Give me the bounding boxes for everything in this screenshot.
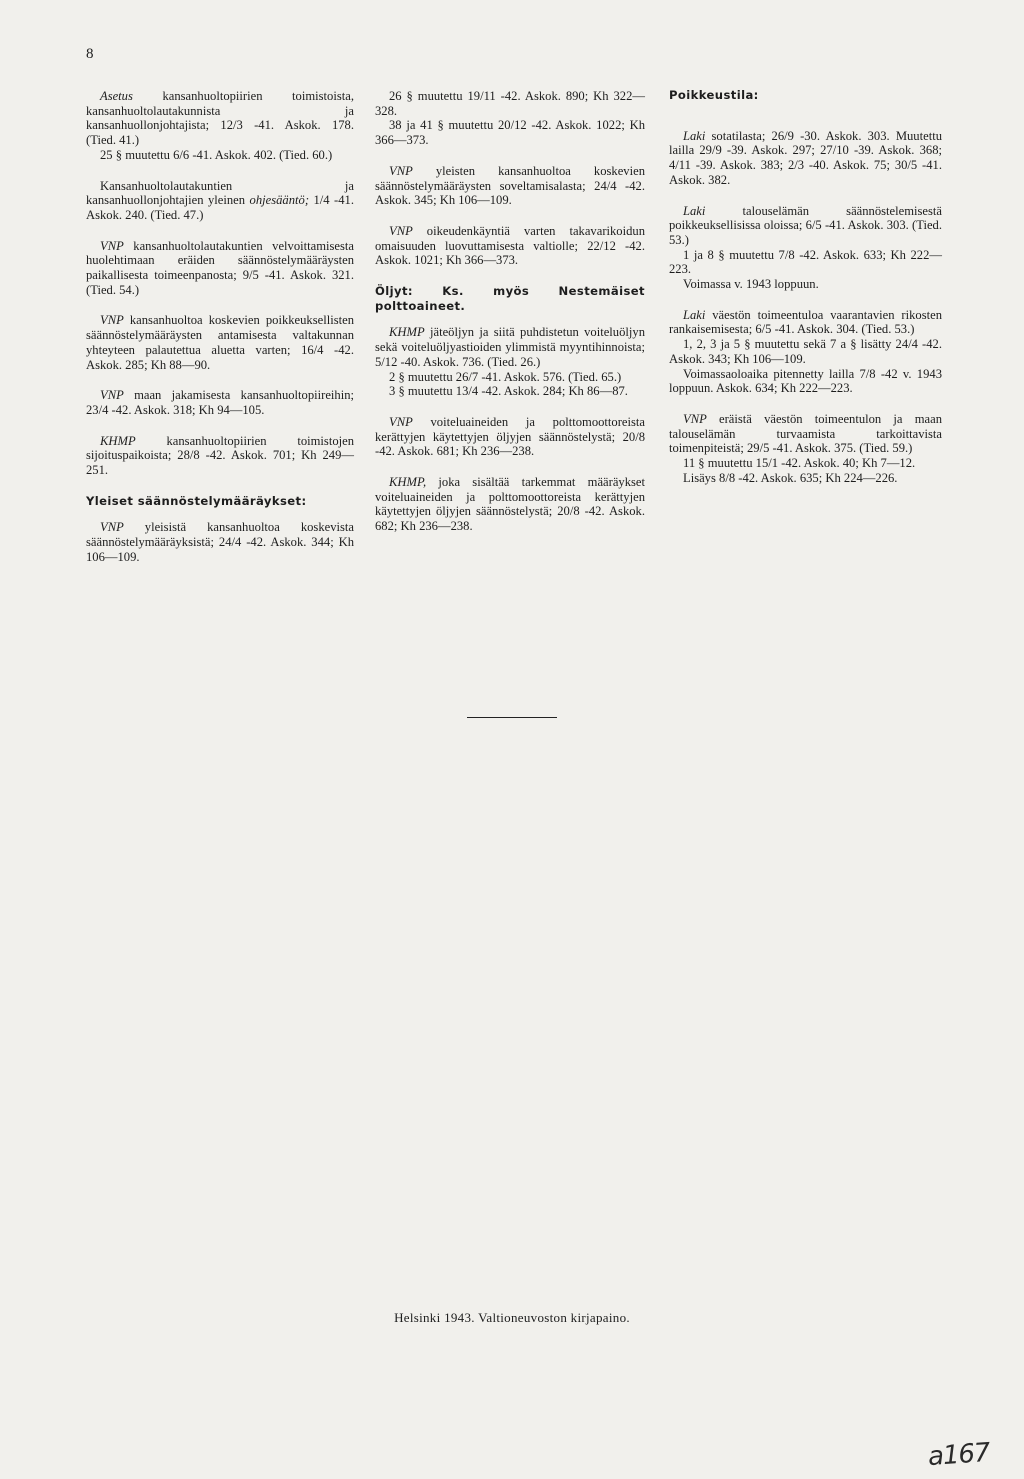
middle-column <box>375 89 645 550</box>
section-heading-yleiset: Yleiset säännöstelymääräykset: <box>86 493 307 508</box>
entry-type: VNP <box>389 163 413 178</box>
entry-vnp-voiteluaineiden <box>375 415 645 459</box>
entry-laki-rikosten <box>669 308 942 396</box>
entry-vnp-velvoittamisesta <box>86 239 354 298</box>
entry-ohjesaanto <box>86 179 354 223</box>
entry-text: yleisistä kansanhuoltoa koskevista säännöstelymääräyksistä; 24/4 -42. Askok. 344; Kh 106—109. <box>86 520 354 564</box>
entry-text: kansanhuoltolautakuntien velvoittamisesta huolehtimaan eräiden säännöstelymääräysten paikallisesta toimeenpanosta; 9/5 -41. Askok. 321. (Tied. 54.) <box>86 238 354 297</box>
entry-validity: Voimassa v. 1943 loppuun. <box>683 277 819 292</box>
handwritten-mark: a167 <box>927 1437 991 1473</box>
entry-text: kansanhuoltopiirien toimistoista, kansanhuoltolautakunnista ja kansanhuollonjohtajista; 12/3 -41. Askok. 178. (Tied. 41.) <box>86 89 354 148</box>
entry-laki-talouselaman <box>669 204 942 292</box>
entry-amendment: Lisäys 8/8 -42. Askok. 635; Kh 224—226. <box>683 470 898 485</box>
entry-type: VNP <box>389 223 413 238</box>
entry-type: Laki <box>683 128 706 143</box>
entry-asetus-kansanhuoltopiirien <box>86 89 354 163</box>
entry-type: VNP <box>100 313 124 328</box>
entry-type: VNP <box>683 411 707 426</box>
entry-type: KHMP <box>389 325 425 340</box>
entry-type: KHMP <box>100 433 136 448</box>
entry-type: VNP <box>100 520 124 535</box>
entry-amendments <box>375 89 645 148</box>
left-column <box>86 89 354 581</box>
entry-amendment: 26 § muutettu 19/11 -42. Askok. 890; Kh 322—328. <box>375 89 645 118</box>
entry-type: Laki <box>683 203 706 218</box>
entry-text: eräistä väestön toimeentulon ja maan talouselämän turvaamista tarkoittavista toimenpiteistä; 29/5 -41. Askok. 375. (Tied. 59.) <box>669 411 942 456</box>
entry-text: 1/4 -41. Askok. 240. (Tied. 47.) <box>86 193 354 222</box>
entry-text: maan jakamisesta kansanhuoltopiireihin; 23/4 -42. Askok. 318; Kh 94—105. <box>86 388 354 417</box>
section-divider <box>467 717 557 718</box>
printer-imprint: Helsinki 1943. Valtioneuvoston kirjapaino. <box>394 1310 630 1325</box>
entry-type: VNP <box>100 238 124 253</box>
entry-type: Asetus <box>100 89 133 103</box>
entry-validity: Voimassaoloaika pitennetty lailla 7/8 -42 v. 1943 loppuun. Askok. 634; Kh 222—223. <box>669 366 942 396</box>
entry-amendment: 38 ja 41 § muutettu 20/12 -42. Askok. 1022; Kh 366—373. <box>375 118 645 148</box>
section-heading-poikkeustila: Poikkeustila: <box>669 88 759 102</box>
entry-type: VNP <box>100 388 124 403</box>
entry-vnp-yleisista <box>86 520 354 564</box>
entry-text: yleisten kansanhuoltoa koskevien säännöstelymääräysten soveltamisalasta; 24/4 -42. Askok. 345; Kh 106—109. <box>375 163 645 208</box>
right-column <box>669 89 942 501</box>
entry-amendment: 2 § muutettu 26/7 -41. Askok. 576. (Tied. 65.) <box>389 369 622 384</box>
entry-text: jäteöljyn ja siitä puhdistetun voiteluöljyn sekä voiteluöljyastioiden ylimmistä myyntihinnoista; 5/12 -40. Askok. 736. (Tied. 26.) <box>375 325 645 369</box>
entry-text: joka sisältää tarkemmat määräykset voiteluaineiden ja polttomoottoreista kerättyjen käytettyjen öljyjen säännöstelystä; 20/8 -42. Askok. 682; Kh 236—238. <box>375 475 645 534</box>
entry-khmp-jateoljy <box>375 325 645 399</box>
entry-amendment: 11 § muutettu 15/1 -42. Askok. 40; Kh 7—12. <box>683 456 916 471</box>
entry-text: kansanhuoltopiirien toimistojen sijoituspaikoista; 28/8 -42. Askok. 701; Kh 249—251. <box>86 433 354 478</box>
entry-italic-term: ohjesääntö; <box>249 193 310 208</box>
entry-text: kansanhuoltoa koskevien poikkeuksellisten säännöstelymääräysten antamisesta valtakunnan yhteyteen palautettua aluetta varten; 16/4 -42. Askok. 285; Kh 88—90. <box>86 313 354 372</box>
entry-text: talouselämän säännöstelemisestä poikkeuksellisissa oloissa; 6/5 -41. Askok. 303. (Tied. 53.) <box>669 203 942 247</box>
entry-text: Kansanhuoltolautakuntien ja kansanhuollonjohtajien yleinen <box>86 178 354 208</box>
entry-khmp-sijoituspaikoista <box>86 434 354 478</box>
entry-vnp-palautettua-aluetta <box>86 313 354 372</box>
entry-type: Laki <box>683 307 706 322</box>
entry-type: VNP <box>389 414 413 429</box>
entry-khmp-tarkemmat <box>375 475 645 534</box>
entry-text: sotatilasta; 26/9 -30. Askok. 303. Muutettu lailla 29/9 -39. Askok. 297; 27/10 -39. Askok. 368; 4/11 -39. Askok. 383; 2/3 -40. Askok. 75; 30/5 -41. Askok. 382. <box>669 128 942 187</box>
entry-laki-sotatilasta <box>669 129 942 188</box>
entry-text: voiteluaineiden ja polttomoottoreista kerättyjen käytettyjen öljyjen säännöstelystä; 20/8 -42. Askok. 681; Kh 236—238. <box>375 414 645 459</box>
entry-vnp-toimenpiteista <box>669 412 942 486</box>
entry-vnp-soveltamisalasta <box>375 164 645 208</box>
page-number: 8 <box>86 46 94 62</box>
entry-amendment: 3 § muutettu 13/4 -42. Askok. 284; Kh 86—87. <box>389 384 628 399</box>
entry-vnp-takavarikoidun <box>375 224 645 268</box>
entry-amendment: 1 ja 8 § muutettu 7/8 -42. Askok. 633; Kh 222—223. <box>669 247 942 277</box>
entry-text: oikeudenkäyntiä varten takavarikoidun omaisuuden luovuttamisesta valtiolle; 22/12 -42. Askok. 1021; Kh 366—373. <box>375 223 645 268</box>
section-heading-oljyt: Öljyt: Ks. myös Nestemäiset polttoaineet. <box>375 284 645 313</box>
entry-amendment: 25 § muutettu 6/6 -41. Askok. 402. (Tied. 60.) <box>100 147 333 162</box>
entry-type: KHMP, <box>389 475 427 490</box>
entry-text: väestön toimeentuloa vaarantavien rikosten rankaisemisesta; 6/5 -41. Askok. 304. (Tied. 53.) <box>669 307 942 337</box>
entry-vnp-maan-jakamisesta <box>86 388 354 417</box>
entry-amendment: 1, 2, 3 ja 5 § muutettu sekä 7 a § lisätty 24/4 -42. Askok. 343; Kh 106—109. <box>669 337 942 366</box>
